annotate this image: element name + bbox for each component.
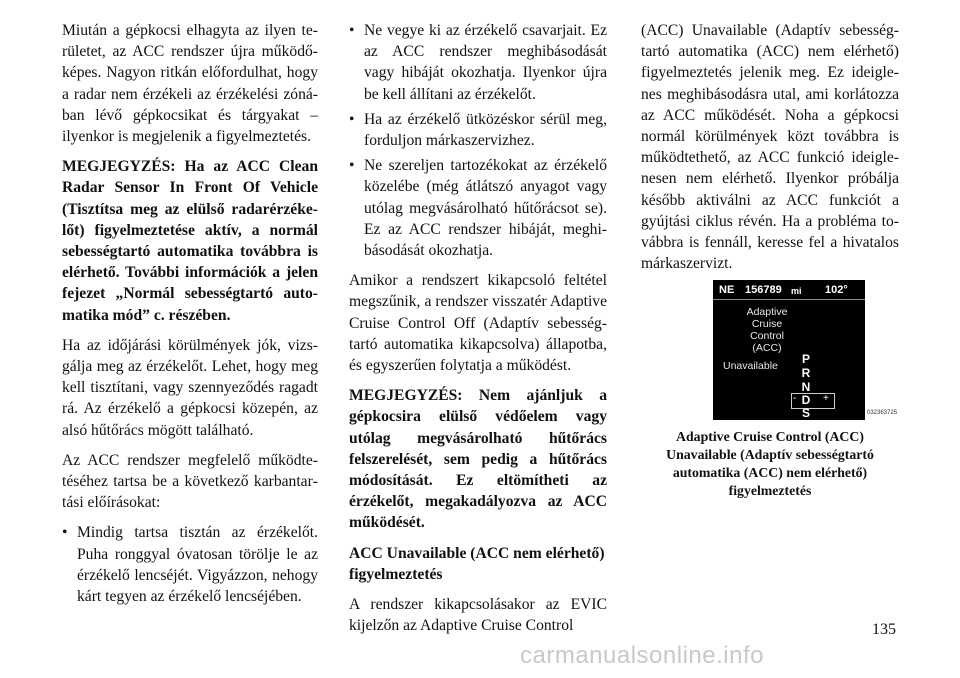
- gear-s: S: [801, 406, 810, 420]
- paragraph: Miután a gépkocsi elhagyta az ilyen területet, az ACC rendszer újra működőképes. Nagyon ritkán előfordulhat, hogy a radar nem érzékeli az érzékelési zónában lévő gépkocsikat és tárgyakat – ilyenkor is megjelenik a figyelmeztetés.: [62, 22, 318, 146]
- acc-line: Adaptive: [746, 306, 788, 318]
- odometer-value: 156789: [745, 284, 782, 296]
- list-item: • Ne vegye ki az érzékelő csavarjait. Ez az ACC rendszer meghibásodását vagy hibáját okozhatja. Ilyenkor újra be kell állítani az érzékelőt.: [349, 20, 607, 105]
- display-divider: [713, 299, 865, 300]
- paragraph: Ha az időjárási körülmények jók, vizsgálja meg az érzékelőt. Lehet, hogy meg kell tisztítani, vagy szennyeződés ragadt rá. Az érzékelő a gépkocsi közepén, az alsó hűtőrács mögött található.: [62, 336, 318, 439]
- display-status-bar: [713, 280, 865, 300]
- section-heading: ACC Unavailable (ACC nem elérhető) figyelmeztetés: [349, 544, 605, 583]
- paragraph: (ACC) Unavailable (Adaptív sebességtartó automatika (ACC) nem elérhető) figyelmeztetés jelenik meg. Ez ideiglenes meghibásodásra utal, ami korlátozza az ACC működését. Noha a gépkocsi normál körülmények közt továbbra is működtethető, az ACC funkció ideiglenesen nem elérhető. Ilyenkor próbálja később aktiválni az ACC funkciót a gyújtási ciklus révén. Ha a probléma továbbra is fennáll, keresse fel a hivatalos márkaszervizt.: [641, 22, 899, 273]
- figure-code: 032363725: [867, 410, 898, 416]
- column-left: [62, 20, 318, 616]
- gear-d: D: [801, 393, 811, 407]
- evic-display-figure: [713, 280, 865, 420]
- list-item: • Mindig tartsa tisztán az érzékelőt. Puha ronggyal óvatosan törölje le az érzékelő lencséjét. Vigyázzon, nehogy kárt tegyen az érzékelő lencséjében.: [62, 522, 318, 607]
- bullet-list: [62, 522, 318, 607]
- paragraph: Amikor a rendszert kikapcsoló feltétel megszűnik, a rendszer visszatér Adaptive Cruise Control Off (Adaptív sebességtartó automatika kikapcsolva) állapotba, és egyszerűen folytatja a működést.: [349, 272, 607, 375]
- paragraph: Az ACC rendszer megfelelő működtetéséhez tartsa be a következő karbantartási előírásokat:: [62, 451, 318, 512]
- list-item: • Ne szereljen tartozékokat az érzékelő közelébe (még átlátszó anyagot vagy utólag megvásárolható hűtőrácsot se). Ez az ACC rendszer hibáját, meghibásodását okozhatja.: [349, 155, 607, 261]
- figure-caption: Adaptive Cruise Control (ACC) Unavailable (Adaptív sebességtartó automatika (ACC) nem elérhető) figyelmeztetés: [666, 429, 874, 498]
- gear-p: P: [801, 352, 810, 366]
- list-item: • Ha az érzékelő ütközéskor sérül meg, forduljon márkaszervizhez.: [349, 109, 607, 151]
- gear-minus: -: [793, 393, 797, 404]
- acc-line: Cruise: [751, 318, 783, 330]
- column-right: [641, 20, 899, 283]
- note-clean-radar: MEGJEGYZÉS: Ha az ACC Clean Radar Sensor In Front Of Vehicle (Tisztítsa meg az elülső radarérzékelőt) figyelmeztetése aktív, a normál sebességtartó automatika továbbra is elérhető. További információk a jelen fejezet „Normál sebességtartó automatika mód” c. részében.: [62, 158, 318, 324]
- gear-plus: +: [823, 393, 829, 404]
- compass-heading: NE: [719, 284, 735, 296]
- note-no-front-guard: MEGJEGYZÉS: Nem ajánljuk a gépkocsira elülső védőelem vagy utólag megvásárolható hűtőrács felszerelését, sem pedig a hűtőrács módosítását. Ez eltömítheti az érzékelőt, megakadályozva az ACC működését.: [349, 387, 607, 532]
- column-middle: [349, 20, 607, 645]
- paragraph: A rendszer kikapcsolásakor az EVIC kijelzőn az Adaptive Cruise Control: [349, 596, 607, 635]
- unavailable-text: Unavailable: [723, 360, 778, 372]
- acc-message: [719, 306, 815, 354]
- odometer-unit: mi: [791, 286, 802, 296]
- acc-line: Control: [750, 330, 784, 342]
- outside-temperature: 102°: [825, 284, 848, 296]
- gear-n: N: [801, 380, 811, 394]
- gear-r: R: [801, 366, 811, 380]
- acc-line: (ACC): [752, 342, 782, 354]
- watermark: carmanualsonline.info: [520, 642, 764, 669]
- page-number: 135: [872, 621, 896, 638]
- bullet-list: [349, 20, 607, 261]
